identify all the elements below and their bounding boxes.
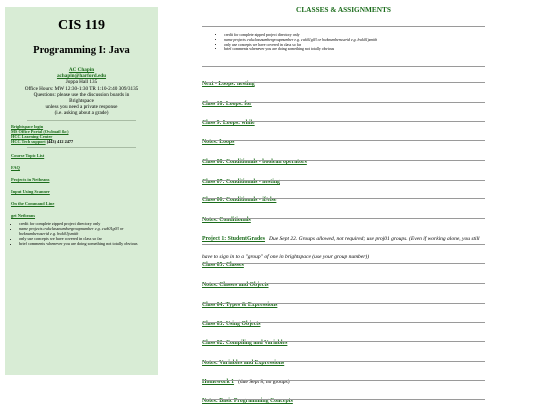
- divider: [202, 361, 485, 362]
- class-entry: [202, 130, 485, 148]
- contact-info: [5, 67, 158, 117]
- course-topic-list-link[interactable]: Course Topic List: [11, 152, 45, 158]
- tech-support-link[interactable]: HCC Tech support: [11, 138, 46, 144]
- divider: [202, 303, 485, 304]
- divider: [202, 160, 485, 161]
- entry-note: Due Sept 22. Groups allowed, not required; use proj01 groups. (Even if working alone, you still have to sign in to a "group" of one in brightspace (use your group number)): [202, 236, 480, 260]
- class-entry: [202, 312, 485, 330]
- divider: [27, 147, 136, 148]
- notes-variables-link[interactable]: Notes: Variables and Expressions: [202, 360, 285, 366]
- office-location: Joppa Hall 135: [65, 79, 98, 86]
- notes-loops-link[interactable]: Notes: Loops: [202, 139, 235, 145]
- list-item: • brief comments whenever you are doing something not totally obvious: [224, 47, 485, 52]
- divider: [202, 244, 485, 245]
- list-item: • name projects cwkclassnumbergroupnumber e.g. cwk01g03 or hwknumberuserid e.g. hwk01jsmith: [224, 38, 485, 43]
- quick-links: [11, 124, 158, 144]
- divider: [27, 120, 136, 121]
- divider: [202, 399, 485, 400]
- class-entry: [202, 293, 485, 311]
- divider: [202, 82, 485, 83]
- page-title: CLASSES & ASSIGNMENTS: [296, 5, 391, 14]
- office-portal-link[interactable]: MS Office Portal (Owlmail &c): [11, 128, 69, 134]
- questions-text-2: Brightspace: [69, 98, 94, 105]
- brightspace-link[interactable]: Brightspace login: [11, 123, 44, 129]
- class-05-link[interactable]: Class 05: Classes: [202, 262, 244, 268]
- class-entry: [202, 273, 485, 291]
- email-link[interactable]: achapin@harford.edu: [56, 73, 107, 80]
- office-hours: Office Hours: MW 12:30-1:30 TR 1:10-2:40 309/3135: [24, 85, 139, 92]
- divider: [202, 140, 485, 141]
- divider: [202, 322, 485, 323]
- instructor-link[interactable]: AC Chapin: [68, 67, 95, 73]
- class-entry: [202, 331, 485, 349]
- input-scanner-link[interactable]: Input Using Scanner: [11, 188, 50, 194]
- class-03-link[interactable]: Class 03: Using Objects: [202, 321, 261, 327]
- homework-1-link[interactable]: Homework 1: [202, 379, 235, 385]
- projects-netbeans-link[interactable]: Projects in Netbeans: [11, 176, 50, 182]
- sidebar: [5, 7, 158, 375]
- project-1-link[interactable]: Project 1: StudentGrades: [202, 236, 266, 242]
- divider: [202, 380, 485, 381]
- class-entry: [202, 253, 485, 271]
- sidebar-rules-list: [19, 221, 150, 246]
- faq-link[interactable]: FAQ: [11, 164, 20, 170]
- list-item: • credit for complete zipped project directory only: [19, 221, 150, 226]
- next-loops-nesting-link[interactable]: Next - Loops: nesting: [202, 81, 255, 87]
- main-content: [202, 0, 485, 405]
- notes-conditionals-link[interactable]: Notes: Conditionals: [202, 217, 251, 223]
- questions-text: Questions: please use the discussion boards in: [33, 91, 130, 98]
- list-item: • only use concepts we have covered in class so far: [224, 43, 485, 48]
- class-9-link[interactable]: Class 9: Loops: while: [202, 120, 255, 126]
- get-netbeans-link[interactable]: get Netbeans: [11, 212, 36, 218]
- class-04-link[interactable]: Class 04: Types & Expressions: [202, 302, 278, 308]
- class-10-link[interactable]: Class 10: Loops: for: [202, 101, 252, 107]
- divider: [202, 283, 485, 284]
- notes-basic-concepts-link[interactable]: Notes: Basic Programming Concepts: [202, 398, 293, 404]
- questions-text-4: (i.e. asking about a grade): [54, 110, 109, 117]
- questions-text-3: unless you need a private response: [45, 104, 118, 111]
- class-08-link[interactable]: Class 08: Conditionals - boolean operators: [202, 159, 307, 165]
- entry-note: (due Sept 8, no groups): [238, 379, 290, 385]
- command-line-link[interactable]: On the Command Line: [11, 200, 55, 206]
- class-entry: [202, 208, 485, 226]
- tech-support-phone: (443) 412 2477: [46, 138, 74, 144]
- divider: [202, 26, 485, 27]
- class-07-link[interactable]: Class 07: Conditionals - nesting: [202, 179, 280, 185]
- tech-support-row: [11, 139, 158, 144]
- list-item: • credit for complete zipped project directory only: [224, 33, 485, 38]
- class-02-link[interactable]: Class 02: Compiling and Variables: [202, 340, 288, 346]
- class-entry: [202, 351, 485, 369]
- course-title: Programming I: Java: [33, 45, 130, 56]
- class-entry: [202, 389, 485, 407]
- divider: [202, 263, 485, 264]
- divider: [202, 121, 485, 122]
- rules-list: [214, 33, 485, 52]
- class-entry: [202, 92, 485, 110]
- divider: [202, 102, 485, 103]
- list-item: • name projects cwkclassnumbergroupnumber e.g. cwk01g03 or hwknumberuserid e.g. hwk01jsmith: [19, 226, 150, 236]
- class-entry: [202, 188, 485, 206]
- divider: [202, 180, 485, 181]
- learning-center-link[interactable]: HCC Learning Center: [11, 133, 53, 139]
- class-entry: [202, 150, 485, 168]
- class-entry: [202, 72, 485, 90]
- class-entry: [202, 370, 485, 388]
- list-item: • only use concepts we have covered in class so far: [19, 236, 150, 241]
- class-entry: [202, 111, 485, 129]
- class-entry: [202, 170, 485, 188]
- course-code: CIS 119: [57, 18, 106, 33]
- divider: [202, 341, 485, 342]
- list-item: • brief comments whenever you are doing something not totally obvious: [19, 241, 150, 246]
- divider: [202, 66, 485, 67]
- class-06-link[interactable]: Class 06: Conditionals - if/else: [202, 197, 277, 203]
- divider: [202, 198, 485, 199]
- divider: [202, 218, 485, 219]
- notes-classes-objects-link[interactable]: Notes: Classes and Objects: [202, 282, 269, 288]
